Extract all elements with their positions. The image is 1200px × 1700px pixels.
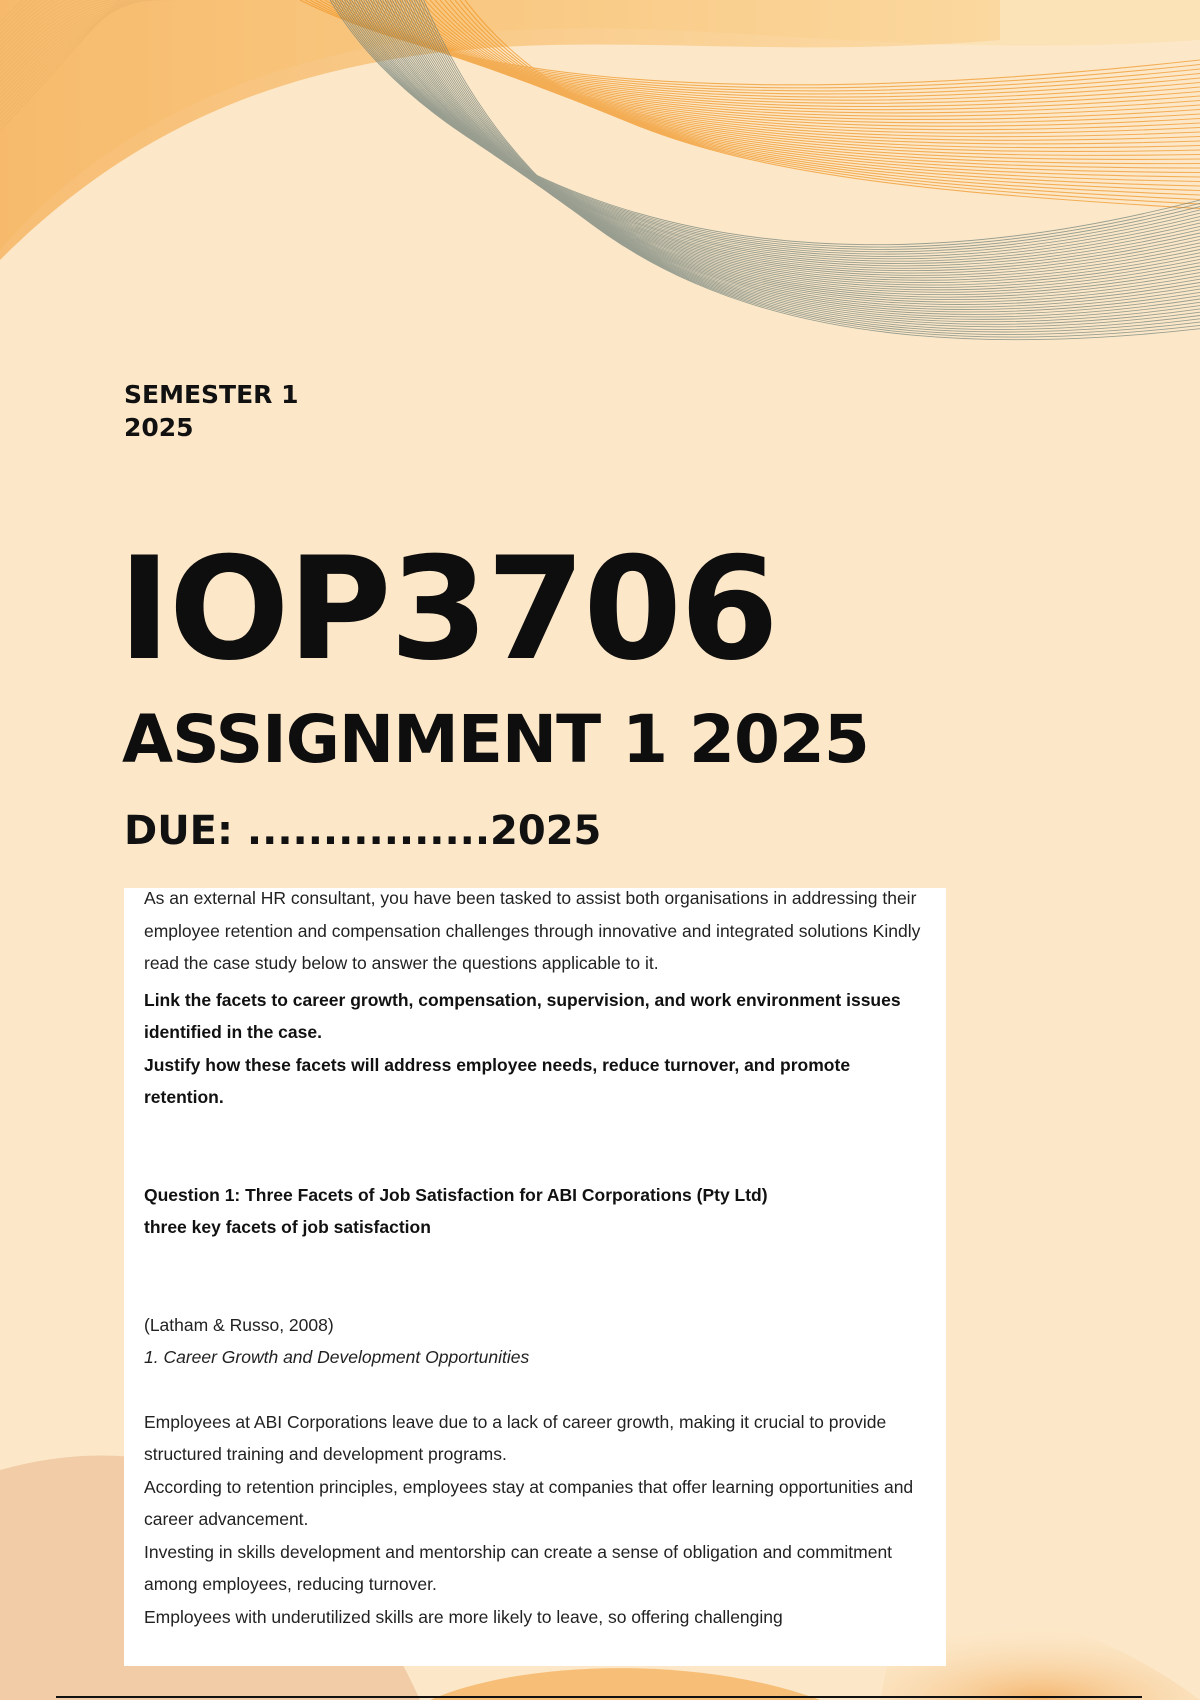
task-link-facets: Link the facets to career growth, compensation, supervision, and work environment issues identified in the case. [144,989,901,1042]
paragraph: According to retention principles, employees stay at companies that offer learning opportunities and career advancement. [144,1476,914,1529]
document-preview [124,888,946,1666]
due-date-line: DUE: ................2025 [124,808,602,854]
intro-paragraph: As an external HR consultant, you have been tasked to assist both organisations in addressing their employee retention and compensation challenges through innovative and integrated solutions Kindly read the case study below to answer the questions applicable to it. [144,888,921,973]
course-code-title: IOP3706 [118,527,777,692]
bottom-rule [56,1696,1142,1698]
semester-year: 2025 [124,413,194,442]
assignment-title: ASSIGNMENT 1 2025 [122,701,869,778]
question-subtitle: three key facets of job satisfaction [144,1217,431,1237]
citation: (Latham & Russo, 2008) [144,1314,334,1335]
paragraph: Investing in skills development and mentorship can create a sense of obligation and commitment among employees, reducing turnover. [144,1541,893,1594]
task-justify-facets: Justify how these facets will address employee needs, reduce turnover, and promote retention. [144,1054,851,1107]
question-title: Question 1: Three Facets of Job Satisfaction for ABI Corporations (Pty Ltd) [144,1184,768,1205]
semester-label: SEMESTER 1 [124,380,299,409]
facet-heading: 1. Career Growth and Development Opportunities [144,1347,530,1367]
paragraph: Employees at ABI Corporations leave due to a lack of career growth, making it crucial to provide structured training and development programs. [144,1411,887,1464]
paragraph: Employees with underutilized skills are more likely to leave, so offering challenging [144,1606,783,1627]
semester-heading [124,378,299,444]
